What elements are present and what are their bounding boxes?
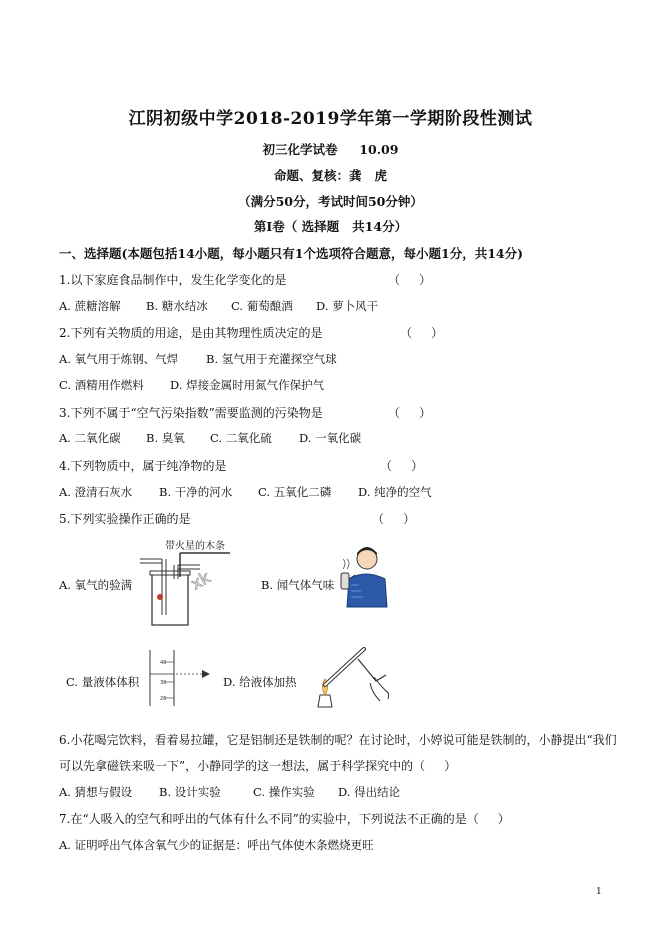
question-2-option-c: C. 酒精用作燃料	[59, 378, 144, 392]
question-5-option-b: B. 闻气体气味	[261, 578, 335, 592]
question-1-option-c: C. 葡萄酿酒	[231, 299, 293, 313]
question-3-bracket: （ ）	[388, 406, 432, 420]
question-5-option-d: D. 给液体加热	[223, 675, 297, 689]
question-4-option-b: B. 干净的河水	[159, 485, 233, 499]
exam-authors: 命题、复核：龚 虎	[273, 168, 388, 183]
question-3-option-a: A. 二氧化碳	[59, 431, 121, 445]
question-6-option-a: A. 猜想与假设	[59, 785, 133, 799]
question-2-option-d: D. 焊接金属时用氮气作保护气	[170, 378, 325, 392]
cylinder-tick-20: 20	[160, 696, 167, 702]
question-2-option-b: B. 氢气用于充灌探空气球	[206, 352, 337, 366]
splint-label: 带火星的木条	[165, 541, 225, 552]
question-4-option-c: C. 五氧化二磷	[258, 485, 332, 499]
question-6-option-b: B. 设计实验	[159, 785, 221, 799]
question-2-option-a: A. 氧气用于炼钢、气焊	[59, 352, 179, 366]
question-4-bracket: （ ）	[380, 459, 424, 473]
question-1-option-b: B. 糖水结冰	[146, 299, 208, 313]
question-2-bracket: （ ）	[400, 326, 444, 340]
graduated-cylinder-figure	[140, 648, 220, 708]
question-5-stem: 5.下列实验操作正确的是	[59, 512, 191, 526]
question-7-option-a: A. 证明呼出气体含氧气少的证据是：呼出气体使木条燃烧更旺	[59, 838, 374, 852]
question-1-bracket: （ ）	[388, 273, 432, 287]
question-3-option-c: C. 二氧化硫	[210, 431, 272, 445]
question-4-option-d: D. 纯净的空气	[358, 485, 432, 499]
section-heading: 一、选择题(本题包括14小题，每小题只有1个选项符合题意，每小题1分，共14分)	[59, 246, 524, 261]
exam-subtitle: 初三化学试卷 10.09	[262, 142, 399, 157]
question-1-option-a: A. 蔗糖溶解	[59, 299, 121, 313]
question-5-option-c: C. 量液体体积	[66, 675, 140, 689]
question-1-stem: 1.以下家庭食品制作中，发生化学变化的是	[59, 273, 287, 287]
page-number: 1	[596, 887, 602, 897]
question-7-stem: 7.在“人吸入的空气和呼出的气体有什么不同”的实验中，下列说法不正确的是（ ）	[59, 812, 510, 826]
score-info: （满分50分，考试时间50分钟）	[238, 194, 423, 209]
question-3-option-d: D. 一氧化碳	[299, 431, 362, 445]
part-heading: 第Ⅰ卷（ 选择题 共14分）	[253, 219, 408, 234]
cylinder-tick-30: 30	[160, 680, 167, 686]
question-3-stem: 3.下列不属于“空气污染指数”需要监测的污染物是	[59, 406, 323, 420]
question-5-bracket: （ ）	[372, 512, 416, 526]
svg-text:xk: xk	[187, 567, 214, 594]
question-3-option-b: B. 臭氧	[146, 431, 185, 445]
heating-test-tube-figure	[300, 645, 395, 715]
question-1-option-d: D. 萝卜风干	[316, 299, 379, 313]
smell-gas-figure	[335, 545, 395, 610]
question-6-option-d: D. 得出结论	[338, 785, 401, 799]
page-title: 江阴初级中学2018-2019学年第一学期阶段性测试	[128, 109, 533, 129]
question-6-option-c: C. 操作实验	[253, 785, 315, 799]
question-5-option-a: A. 氧气的验满	[59, 578, 133, 592]
question-4-stem: 4.下列物质中，属于纯净物的是	[59, 459, 227, 473]
cylinder-tick-40: 40	[160, 660, 167, 666]
question-6-stem-line2: 可以先拿磁铁来吸一下”，小静同学的这一想法，属于科学探究中的（ ）	[59, 759, 457, 773]
question-6-stem-line1: 6.小花喝完饮料，看着易拉罐，它是铝制还是铁制的呢？在讨论时，小婷说可能是铁制的，小静提出“我们	[59, 733, 617, 747]
question-4-option-a: A. 澄清石灰水	[59, 485, 133, 499]
question-2-stem: 2.下列有关物质的用途，是由其物理性质决定的是	[59, 326, 323, 340]
gas-bottle-figure	[140, 545, 240, 630]
